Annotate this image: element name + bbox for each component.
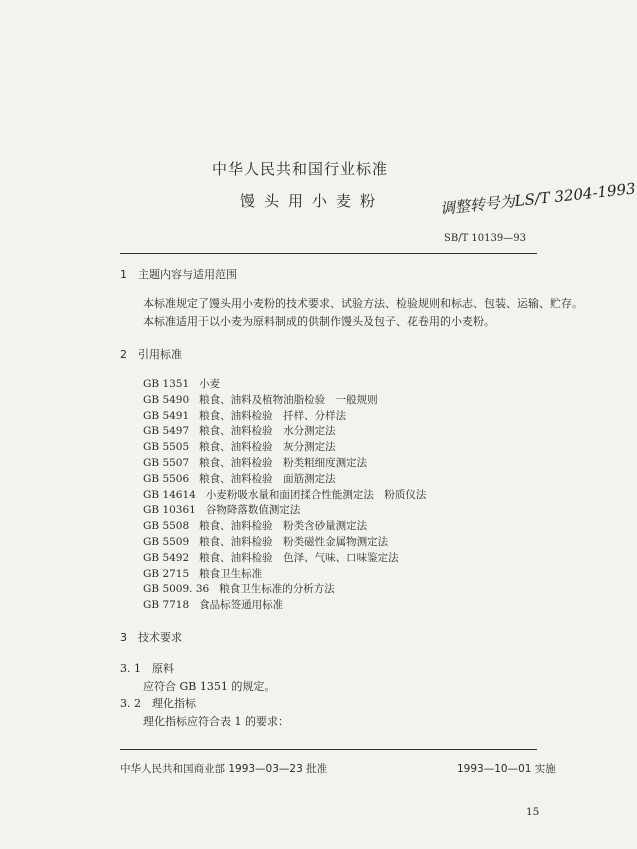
reference-item [143, 392, 378, 407]
footer-rule [120, 749, 537, 750]
subsection-3-1-heading: 3. 1 原料 [120, 662, 174, 675]
reference-title: 粮食、油料检验 粉类含砂量测定法 [199, 520, 368, 533]
reference-item [143, 518, 367, 533]
reference-item [143, 455, 367, 470]
reference-code: GB 5491 [143, 409, 190, 422]
reference-title: 小麦 [199, 378, 221, 390]
reference-title: 粮食、油料检验 水分测定法 [199, 425, 336, 438]
reference-code: GB 10361 [143, 504, 196, 517]
reference-title: 粮食、油料检验 面筋测定法 [199, 472, 336, 485]
reference-title: 粮食、油料检验 粉类磁性金属物测定法 [199, 536, 389, 548]
issuer-heading: 中华人民共和国行业标准 [211, 160, 388, 178]
reference-item [143, 439, 336, 454]
reference-item [143, 550, 399, 565]
standard-code: SB/T 10139—93 [444, 233, 526, 244]
reference-item [143, 423, 336, 438]
reference-code: GB 14614 [143, 488, 196, 501]
section-1-paragraph-2: 本标准适用于以小麦为原料制成的供制作馒头及包子、花卷用的小麦粉。 [143, 315, 495, 328]
approval-note: 中华人民共和国商业部 1993—03—23 批准 [120, 763, 328, 775]
reference-code: GB 5492 [143, 551, 190, 564]
reference-item [143, 502, 300, 517]
reference-code: GB 5508 [143, 520, 190, 533]
reference-title: 小麦粉吸水量和面团揉合性能测定法 粉质仪法 [205, 488, 427, 501]
handwritten-note: 调整转号为LS/T 3204-1993 [439, 179, 637, 218]
reference-code: GB 5497 [143, 425, 190, 438]
reference-item [143, 534, 388, 549]
reference-code: GB 5507 [143, 457, 190, 469]
reference-title: 粮食、油料及植物油脂检验 一般规则 [199, 393, 378, 406]
document-title: 馒头用小麦粉 [240, 192, 385, 210]
reference-code: GB 5490 [143, 393, 190, 406]
section-3-heading: 3 技术要求 [120, 631, 182, 644]
section-1-paragraph-1: 本标准规定了馒头用小麦粉的技术要求、试验方法、检验规则和标志、包装、运输、贮存。 [143, 297, 583, 310]
subsection-3-1-text: 应符合 GB 1351 的规定。 [143, 680, 276, 693]
reference-title: 粮食、油料检验 粉类粗细度测定法 [199, 457, 368, 469]
reference-title: 谷物降落数值测定法 [205, 504, 301, 517]
reference-item [143, 581, 335, 596]
reference-item [143, 408, 346, 423]
section-2-heading: 2 引用标准 [120, 348, 182, 361]
reference-code: GB 1351 [143, 378, 190, 390]
reference-title: 粮食、油料检验 扦样、分样法 [199, 409, 347, 422]
subsection-3-2-heading: 3. 2 理化指标 [120, 697, 196, 710]
subsection-3-2-text: 理化指标应符合表 1 的要求： [143, 715, 289, 728]
reference-code: GB 5506 [143, 472, 190, 485]
reference-item [143, 487, 426, 502]
reference-title: 粮食、油料检验 灰分测定法 [199, 441, 336, 454]
reference-item [143, 566, 262, 581]
reference-title: 粮食卫生标准 [199, 567, 263, 580]
page-number: 15 [526, 806, 540, 818]
effective-date: 1993—10—01 实施 [457, 763, 556, 775]
reference-item [143, 471, 336, 486]
reference-code: GB 5505 [143, 441, 190, 454]
reference-title: 食品标签通用标准 [199, 599, 284, 612]
reference-code: GB 5509 [143, 536, 190, 548]
reference-item [143, 597, 283, 612]
reference-title: 粮食卫生标准的分析方法 [219, 583, 335, 596]
reference-code: GB 5009. 36 [143, 583, 210, 596]
section-1-heading: 1 主题内容与适用范围 [120, 268, 237, 281]
reference-code: GB 7718 [143, 599, 190, 612]
reference-item [143, 376, 220, 391]
header-rule [120, 253, 537, 254]
reference-code: GB 2715 [143, 567, 190, 580]
reference-title: 粮食、油料检验 色泽、气味、口味鉴定法 [199, 551, 399, 564]
